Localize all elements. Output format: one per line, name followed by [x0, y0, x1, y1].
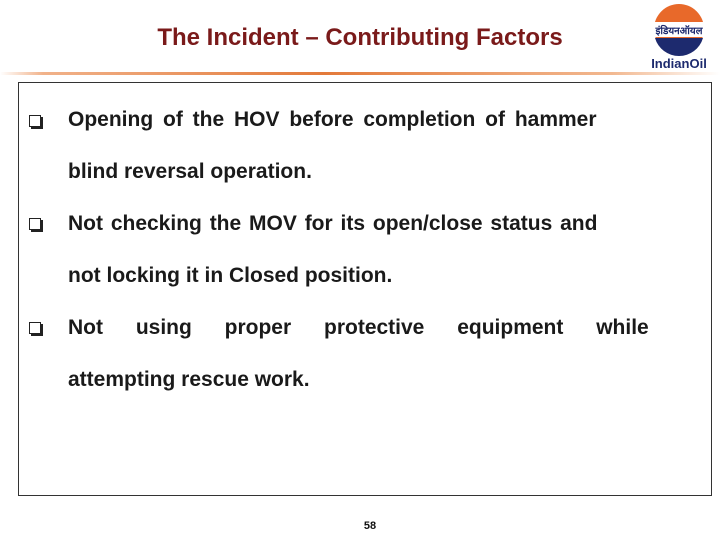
logo-hindi-text: इंडियनऑयल — [655, 26, 703, 37]
slide-title: The Incident – Contributing Factors — [157, 24, 563, 51]
logo-brand-text: IndianOil — [651, 56, 707, 71]
title-divider — [0, 72, 720, 75]
bullet-square-icon — [29, 322, 41, 334]
bullet-1-line-1 — [68, 107, 688, 133]
bullet-square-icon — [29, 218, 41, 230]
bullet-1-text-line-1: Opening of the HOV before completion of hammer — [68, 108, 597, 131]
bullet-3-text-line-2: attempting rescue work. — [68, 368, 310, 391]
bullet-2-text-line-1: Not checking the MOV for its open/close status and — [68, 212, 598, 235]
indianoil-logo — [641, 2, 717, 72]
indianoil-logo-icon — [641, 2, 717, 58]
content-frame — [18, 82, 712, 496]
bullet-1-text-line-2: blind reversal operation. — [68, 160, 312, 183]
bullet-2-text-line-2: not locking it in Closed position. — [68, 264, 393, 287]
bullet-square-icon — [29, 115, 41, 127]
page-number: 58 — [363, 520, 377, 532]
bullet-3-text-line-1: Not using proper protective equipment while — [68, 316, 649, 339]
